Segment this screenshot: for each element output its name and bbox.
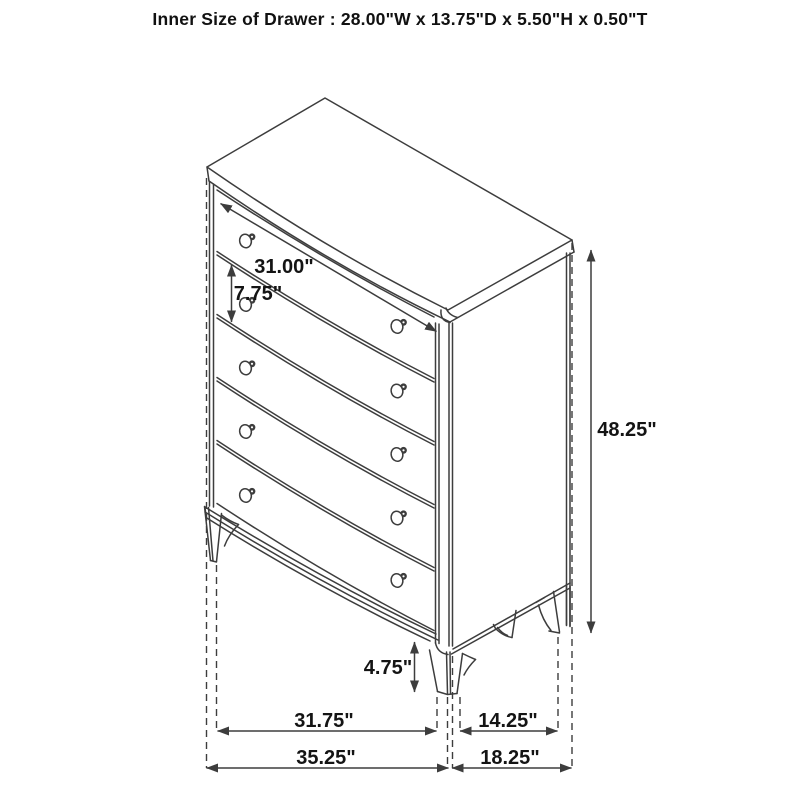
base-molding	[205, 507, 448, 655]
dimension-label-leg-height: 4.75"	[363, 657, 413, 679]
drawer-knob	[390, 510, 407, 526]
drawer-knob	[390, 446, 407, 462]
chest-drawing	[205, 98, 575, 695]
dimension-overall-height	[591, 250, 657, 633]
dimension-front-leg-span	[218, 710, 437, 732]
dimension-label-drawer-width: 31.00"	[254, 256, 314, 278]
dimension-drawer-width	[221, 204, 437, 332]
dimension-label-front-leg-span: 31.75"	[294, 710, 354, 732]
drawer-knob	[238, 360, 255, 376]
dimension-label-overall-height: 48.25"	[597, 419, 657, 441]
drawer-knob	[390, 572, 407, 588]
drawer-knob	[238, 233, 255, 249]
drawer-knob	[238, 423, 255, 439]
drawer-knob	[390, 318, 407, 334]
dimension-label-overall-width: 35.25"	[296, 747, 356, 769]
drawer-knob	[390, 383, 407, 399]
drawer-knob	[238, 487, 255, 503]
dimension-annotations	[207, 204, 657, 770]
dimension-side-leg-span	[460, 710, 558, 732]
dimension-label-overall-depth: 18.25"	[480, 747, 540, 769]
dimension-label-drawer-face-height: 7.75"	[233, 283, 283, 305]
dimension-label-side-leg-span: 14.25"	[478, 710, 538, 732]
dimension-overall-depth	[452, 747, 572, 769]
diagram-title: Inner Size of Drawer : 28.00"W x 13.75"D x 5.50"H x 0.50"T	[152, 9, 648, 29]
dimension-leg-height	[364, 642, 415, 692]
dimension-overall-width	[207, 747, 449, 769]
